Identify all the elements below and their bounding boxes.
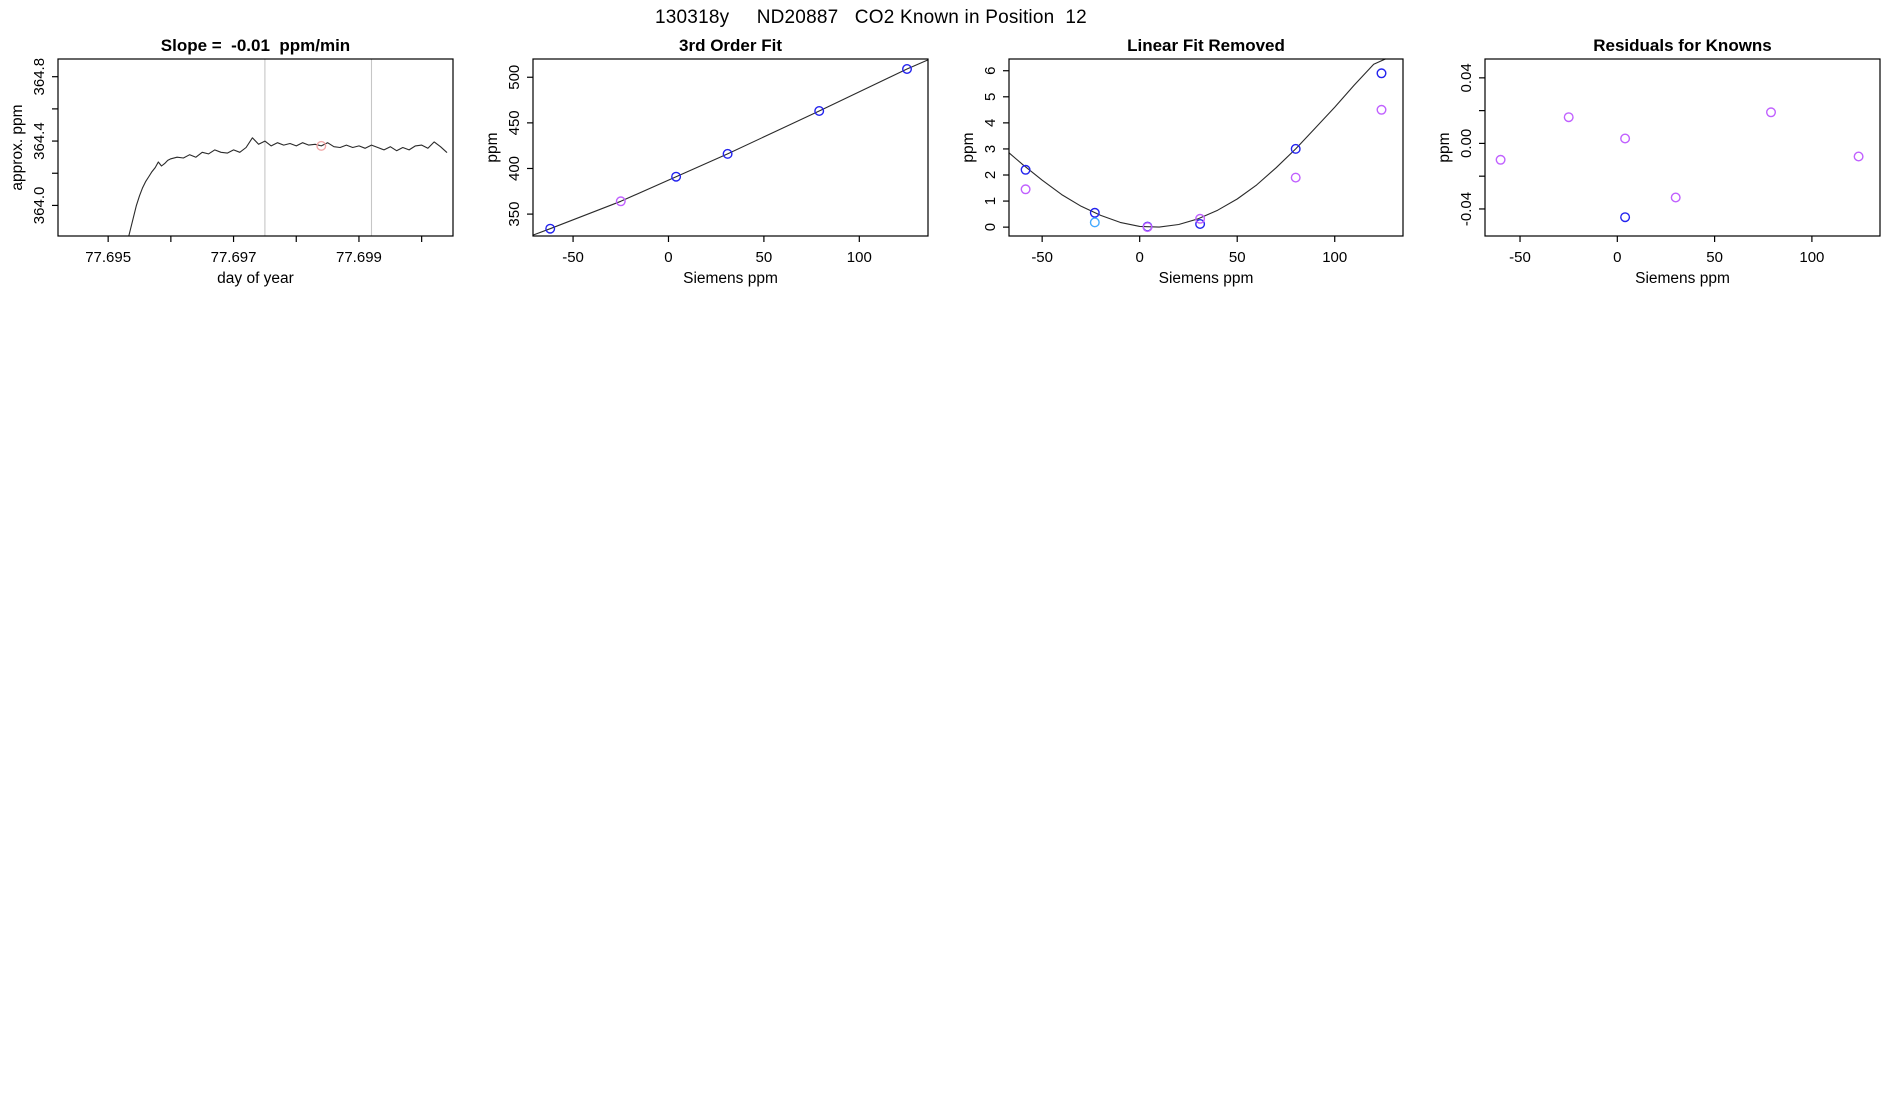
y-tick-label: 350 xyxy=(506,201,523,227)
figure-title: 130318y ND20887 CO2 Known in Position 12 xyxy=(655,7,1087,28)
x-tick-label: -50 xyxy=(1031,249,1054,266)
known-residuals-violet-point xyxy=(1767,108,1776,117)
residual-cyan-point xyxy=(1091,218,1100,227)
known-residuals-violet-point xyxy=(1496,156,1505,165)
y-tick-label: 1 xyxy=(982,196,999,206)
y-axis-label: ppm xyxy=(960,132,977,163)
y-tick-label: 450 xyxy=(506,110,523,136)
x-tick-label: 0 xyxy=(1135,249,1144,266)
x-tick-label: 50 xyxy=(1228,249,1246,266)
y-tick-label: 4 xyxy=(982,118,999,128)
known-residuals-violet-point xyxy=(1671,193,1680,202)
plot-box xyxy=(1485,59,1880,236)
y-tick-label: 364.4 xyxy=(31,122,48,160)
known-residuals-violet-point xyxy=(1564,113,1573,122)
x-tick-label: 0 xyxy=(664,249,673,266)
known-residuals-blue-point xyxy=(1621,213,1630,222)
x-tick-label: 50 xyxy=(755,249,773,266)
plots-canvas xyxy=(0,0,1900,340)
panel-title: Linear Fit Removed xyxy=(1127,36,1285,55)
co2-trace xyxy=(129,138,447,236)
y-tick-label: -0.04 xyxy=(1458,191,1475,227)
x-axis-label: Siemens ppm xyxy=(683,270,778,287)
x-tick-label: 100 xyxy=(846,249,872,266)
x-tick-label: -50 xyxy=(1509,249,1531,266)
plot-box xyxy=(533,59,928,236)
known-residuals-violet-point xyxy=(1621,134,1630,143)
x-axis-label: day of year xyxy=(217,270,294,287)
y-tick-label: 364.8 xyxy=(31,57,48,96)
y-tick-label: 5 xyxy=(982,92,999,101)
y-tick-label: 2 xyxy=(982,170,999,180)
y-tick-label: 0.04 xyxy=(1458,63,1475,93)
y-tick-label: 364.0 xyxy=(31,186,48,225)
known-residuals-violet-point xyxy=(1854,152,1863,161)
y-axis-label: ppm xyxy=(484,132,501,163)
panel-title: 3rd Order Fit xyxy=(679,36,782,55)
residual-violet-point xyxy=(1377,106,1386,115)
x-tick-label: 100 xyxy=(1799,249,1825,266)
panel-title: Residuals for Knowns xyxy=(1593,36,1772,55)
y-tick-label: 0.00 xyxy=(1458,128,1475,159)
plot-box xyxy=(1009,59,1403,236)
x-tick-label: 77.697 xyxy=(210,249,257,266)
plot-box xyxy=(58,59,453,236)
y-axis-label: ppm xyxy=(1436,132,1453,163)
x-tick-label: 50 xyxy=(1706,249,1723,266)
residual-blue-point xyxy=(1377,69,1386,78)
y-axis-label: approx. ppm xyxy=(9,104,26,191)
residual-violet-point xyxy=(1021,185,1030,194)
x-axis-label: Siemens ppm xyxy=(1158,270,1254,287)
y-tick-label: 6 xyxy=(982,66,999,75)
x-tick-label: 100 xyxy=(1322,249,1348,266)
fit-line xyxy=(533,60,928,235)
x-tick-label: 77.695 xyxy=(85,249,132,266)
residual-violet-point xyxy=(1291,173,1300,182)
x-tick-label: 0 xyxy=(1613,249,1622,266)
y-tick-label: 500 xyxy=(506,64,523,90)
y-tick-label: 400 xyxy=(506,155,523,182)
panel-title: Slope = -0.01 ppm/min xyxy=(160,36,351,55)
curve-fit xyxy=(1009,59,1385,227)
x-axis-label: Siemens ppm xyxy=(1635,270,1730,287)
y-tick-label: 3 xyxy=(982,144,999,154)
x-tick-label: -50 xyxy=(562,249,584,266)
x-tick-label: 77.699 xyxy=(336,249,382,266)
y-tick-label: 0 xyxy=(982,222,999,232)
